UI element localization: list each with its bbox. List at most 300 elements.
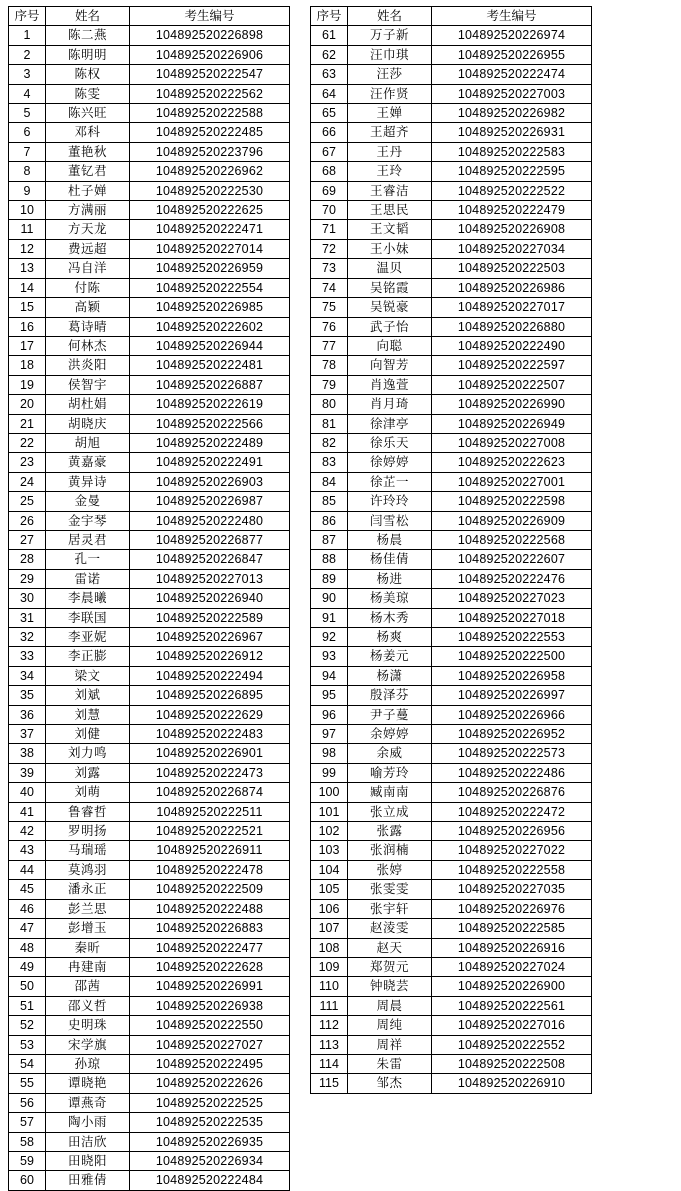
cell-index: 74 — [311, 278, 348, 297]
table-row — [9, 1074, 290, 1093]
table-header-row — [9, 7, 290, 26]
table-row — [311, 860, 592, 879]
table-row — [311, 938, 592, 957]
cell-name: 方满丽 — [46, 201, 130, 220]
cell-name: 李亚妮 — [46, 628, 130, 647]
cell-code: 104892520226987 — [130, 492, 290, 511]
table-row — [311, 822, 592, 841]
cell-index: 80 — [311, 395, 348, 414]
cell-code: 104892520226931 — [432, 123, 592, 142]
cell-index: 6 — [9, 123, 46, 142]
cell-index: 45 — [9, 880, 46, 899]
table-row — [311, 705, 592, 724]
cell-name: 史明珠 — [46, 1016, 130, 1035]
cell-index: 52 — [9, 1016, 46, 1035]
table-row — [9, 1093, 290, 1112]
cell-index: 36 — [9, 705, 46, 724]
cell-name: 肖逸萱 — [348, 375, 432, 394]
cell-name: 彭增玉 — [46, 919, 130, 938]
cell-name: 杨美琼 — [348, 589, 432, 608]
cell-name: 余威 — [348, 744, 432, 763]
table-row — [9, 317, 290, 336]
cell-index: 67 — [311, 142, 348, 161]
cell-code: 104892520227022 — [432, 841, 592, 860]
cell-index: 43 — [9, 841, 46, 860]
cell-code: 104892520222583 — [432, 142, 592, 161]
cell-name: 周祥 — [348, 1035, 432, 1054]
table-row — [9, 880, 290, 899]
table-row — [311, 65, 592, 84]
cell-code: 104892520226900 — [432, 977, 592, 996]
cell-name: 杨爽 — [348, 628, 432, 647]
cell-index: 85 — [311, 492, 348, 511]
cell-name: 谭晓艳 — [46, 1074, 130, 1093]
cell-name: 冯自洋 — [46, 259, 130, 278]
roster-table-left — [8, 6, 290, 1191]
cell-name: 刘萌 — [46, 783, 130, 802]
cell-index: 106 — [311, 899, 348, 918]
table-row — [9, 123, 290, 142]
cell-name: 马瑞瑶 — [46, 841, 130, 860]
table-row — [311, 181, 592, 200]
table-row — [311, 162, 592, 181]
table-row — [9, 395, 290, 414]
cell-name: 杨姜元 — [348, 647, 432, 666]
cell-name: 王婵 — [348, 104, 432, 123]
cell-code: 104892520222558 — [432, 860, 592, 879]
cell-name: 张宇轩 — [348, 899, 432, 918]
cell-index: 41 — [9, 802, 46, 821]
cell-index: 55 — [9, 1074, 46, 1093]
cell-code: 104892520222471 — [130, 220, 290, 239]
cell-name: 李晨曦 — [46, 589, 130, 608]
cell-name: 陈明明 — [46, 45, 130, 64]
cell-code: 104892520227014 — [130, 239, 290, 258]
table-row — [9, 375, 290, 394]
table-row — [9, 1171, 290, 1190]
cell-index: 95 — [311, 686, 348, 705]
table-row — [9, 763, 290, 782]
cell-code: 104892520222507 — [432, 375, 592, 394]
cell-code: 104892520222508 — [432, 1054, 592, 1073]
cell-name: 闫雪松 — [348, 511, 432, 530]
cell-code: 104892520226985 — [130, 298, 290, 317]
cell-name: 秦昕 — [46, 938, 130, 957]
cell-code: 104892520226956 — [432, 822, 592, 841]
table-row — [9, 201, 290, 220]
cell-name: 侯智宇 — [46, 375, 130, 394]
cell-index: 42 — [9, 822, 46, 841]
table-row — [311, 433, 592, 452]
cell-code: 104892520222566 — [130, 414, 290, 433]
cell-name: 肖月琦 — [348, 395, 432, 414]
cell-code: 104892520227018 — [432, 608, 592, 627]
cell-name: 雷诺 — [46, 569, 130, 588]
cell-name: 汪作贤 — [348, 84, 432, 103]
table-row — [9, 104, 290, 123]
table-row — [9, 239, 290, 258]
table-row — [9, 550, 290, 569]
table-row — [311, 201, 592, 220]
cell-name: 张婷 — [348, 860, 432, 879]
cell-code: 104892520227027 — [130, 1035, 290, 1054]
cell-index: 34 — [9, 666, 46, 685]
table-row — [311, 783, 592, 802]
table-row — [9, 666, 290, 685]
cell-code: 104892520226880 — [432, 317, 592, 336]
cell-name: 罗明扬 — [46, 822, 130, 841]
cell-index: 100 — [311, 783, 348, 802]
cell-name: 王超齐 — [348, 123, 432, 142]
cell-code: 104892520222553 — [432, 628, 592, 647]
cell-index: 37 — [9, 725, 46, 744]
cell-code: 104892520226912 — [130, 647, 290, 666]
table-row — [9, 608, 290, 627]
table-row — [9, 860, 290, 879]
column-header-name: 姓名 — [46, 7, 130, 26]
cell-name: 向智芳 — [348, 356, 432, 375]
table-row — [311, 919, 592, 938]
cell-name: 孔一 — [46, 550, 130, 569]
cell-name: 金曼 — [46, 492, 130, 511]
cell-name: 王丹 — [348, 142, 432, 161]
cell-index: 71 — [311, 220, 348, 239]
cell-index: 29 — [9, 569, 46, 588]
cell-name: 陈兴旺 — [46, 104, 130, 123]
table-row — [9, 511, 290, 530]
cell-index: 114 — [311, 1054, 348, 1073]
cell-index: 40 — [9, 783, 46, 802]
cell-name: 张润楠 — [348, 841, 432, 860]
cell-index: 28 — [9, 550, 46, 569]
cell-code: 104892520222568 — [432, 530, 592, 549]
table-row — [9, 647, 290, 666]
cell-name: 田晓阳 — [46, 1151, 130, 1170]
table-row — [9, 744, 290, 763]
cell-index: 24 — [9, 472, 46, 491]
cell-code: 104892520226940 — [130, 589, 290, 608]
cell-code: 104892520222562 — [130, 84, 290, 103]
table-row — [9, 841, 290, 860]
cell-index: 48 — [9, 938, 46, 957]
cell-name: 许玲玲 — [348, 492, 432, 511]
table-row — [311, 1035, 592, 1054]
cell-code: 104892520226982 — [432, 104, 592, 123]
cell-index: 27 — [9, 530, 46, 549]
cell-index: 5 — [9, 104, 46, 123]
table-row — [9, 938, 290, 957]
cell-name: 胡旭 — [46, 433, 130, 452]
column-header-index: 序号 — [9, 7, 46, 26]
cell-code: 104892520226949 — [432, 414, 592, 433]
table-row — [9, 725, 290, 744]
cell-name: 王小妹 — [348, 239, 432, 258]
table-row — [311, 26, 592, 45]
cell-code: 104892520226955 — [432, 45, 592, 64]
cell-code: 104892520222561 — [432, 996, 592, 1015]
cell-name: 彭兰思 — [46, 899, 130, 918]
column-header-name: 姓名 — [348, 7, 432, 26]
table-row — [9, 957, 290, 976]
table-row — [311, 802, 592, 821]
cell-index: 17 — [9, 336, 46, 355]
cell-index: 73 — [311, 259, 348, 278]
cell-code: 104892520226883 — [130, 919, 290, 938]
cell-code: 104892520222598 — [432, 492, 592, 511]
cell-code: 104892520222522 — [432, 181, 592, 200]
cell-code: 104892520226874 — [130, 783, 290, 802]
table-row — [311, 45, 592, 64]
cell-name: 赵天 — [348, 938, 432, 957]
cell-code: 104892520227001 — [432, 472, 592, 491]
cell-code: 104892520222535 — [130, 1113, 290, 1132]
cell-index: 112 — [311, 1016, 348, 1035]
cell-name: 宋学旗 — [46, 1035, 130, 1054]
cell-name: 汪莎 — [348, 65, 432, 84]
cell-name: 梁文 — [46, 666, 130, 685]
table-row — [311, 317, 592, 336]
cell-name: 杨进 — [348, 569, 432, 588]
cell-name: 周纯 — [348, 1016, 432, 1035]
cell-index: 77 — [311, 336, 348, 355]
cell-name: 黄嘉豪 — [46, 453, 130, 472]
cell-name: 刘力鸣 — [46, 744, 130, 763]
cell-code: 104892520226916 — [432, 938, 592, 957]
cell-name: 杨木秀 — [348, 608, 432, 627]
cell-index: 83 — [311, 453, 348, 472]
table-row — [311, 104, 592, 123]
cell-index: 19 — [9, 375, 46, 394]
cell-code: 104892520226938 — [130, 996, 290, 1015]
cell-name: 付陈 — [46, 278, 130, 297]
table-row — [9, 65, 290, 84]
cell-name: 余婷婷 — [348, 725, 432, 744]
cell-index: 84 — [311, 472, 348, 491]
cell-index: 15 — [9, 298, 46, 317]
cell-code: 104892520226911 — [130, 841, 290, 860]
table-row — [311, 220, 592, 239]
cell-index: 65 — [311, 104, 348, 123]
cell-name: 徐婷婷 — [348, 453, 432, 472]
cell-code: 104892520222490 — [432, 336, 592, 355]
table-row — [311, 142, 592, 161]
cell-index: 35 — [9, 686, 46, 705]
cell-index: 9 — [9, 181, 46, 200]
cell-name: 邵茜 — [46, 977, 130, 996]
table-row — [311, 259, 592, 278]
cell-index: 23 — [9, 453, 46, 472]
cell-code: 104892520226887 — [130, 375, 290, 394]
table-row — [311, 336, 592, 355]
cell-code: 104892520226962 — [130, 162, 290, 181]
cell-index: 49 — [9, 957, 46, 976]
table-row — [311, 841, 592, 860]
cell-code: 104892520222488 — [130, 899, 290, 918]
cell-code: 104892520222491 — [130, 453, 290, 472]
table-row — [9, 181, 290, 200]
cell-name: 张雯雯 — [348, 880, 432, 899]
cell-index: 110 — [311, 977, 348, 996]
cell-code: 104892520222595 — [432, 162, 592, 181]
cell-code: 104892520226906 — [130, 45, 290, 64]
cell-code: 104892520226974 — [432, 26, 592, 45]
cell-index: 58 — [9, 1132, 46, 1151]
table-row — [311, 608, 592, 627]
table-row — [9, 1132, 290, 1151]
cell-index: 78 — [311, 356, 348, 375]
cell-code: 104892520226990 — [432, 395, 592, 414]
cell-index: 109 — [311, 957, 348, 976]
table-row — [9, 142, 290, 161]
cell-name: 何林杰 — [46, 336, 130, 355]
cell-index: 79 — [311, 375, 348, 394]
cell-name: 胡杜娟 — [46, 395, 130, 414]
table-row — [311, 763, 592, 782]
cell-code: 104892520226847 — [130, 550, 290, 569]
cell-index: 94 — [311, 666, 348, 685]
cell-index: 44 — [9, 860, 46, 879]
cell-index: 25 — [9, 492, 46, 511]
cell-name: 赵淩雯 — [348, 919, 432, 938]
cell-index: 102 — [311, 822, 348, 841]
cell-name: 金宇琴 — [46, 511, 130, 530]
cell-index: 32 — [9, 628, 46, 647]
cell-code: 104892520222481 — [130, 356, 290, 375]
cell-index: 13 — [9, 259, 46, 278]
cell-name: 杨潇 — [348, 666, 432, 685]
cell-name: 费远超 — [46, 239, 130, 258]
cell-name: 董艳秋 — [46, 142, 130, 161]
cell-code: 104892520227008 — [432, 433, 592, 452]
table-row — [9, 472, 290, 491]
table-row — [9, 802, 290, 821]
cell-index: 113 — [311, 1035, 348, 1054]
table-row — [9, 1035, 290, 1054]
cell-name: 邓科 — [46, 123, 130, 142]
cell-name: 周晨 — [348, 996, 432, 1015]
cell-index: 111 — [311, 996, 348, 1015]
cell-name: 陈雯 — [46, 84, 130, 103]
cell-index: 76 — [311, 317, 348, 336]
cell-code: 104892520222521 — [130, 822, 290, 841]
table-row — [311, 511, 592, 530]
cell-code: 104892520226934 — [130, 1151, 290, 1170]
cell-index: 115 — [311, 1074, 348, 1093]
cell-code: 104892520227034 — [432, 239, 592, 258]
table-row — [9, 589, 290, 608]
table-row — [311, 550, 592, 569]
cell-index: 105 — [311, 880, 348, 899]
cell-index: 88 — [311, 550, 348, 569]
cell-index: 7 — [9, 142, 46, 161]
cell-name: 汪巾琪 — [348, 45, 432, 64]
table-row — [311, 1054, 592, 1073]
cell-code: 104892520227003 — [432, 84, 592, 103]
cell-name: 王思民 — [348, 201, 432, 220]
table-row — [311, 977, 592, 996]
table-row — [9, 84, 290, 103]
cell-name: 尹子蔓 — [348, 705, 432, 724]
cell-index: 54 — [9, 1054, 46, 1073]
cell-code: 104892520222625 — [130, 201, 290, 220]
cell-code: 104892520226903 — [130, 472, 290, 491]
cell-code: 104892520222473 — [130, 763, 290, 782]
cell-index: 89 — [311, 569, 348, 588]
cell-index: 90 — [311, 589, 348, 608]
cell-code: 104892520222623 — [432, 453, 592, 472]
cell-code: 104892520222480 — [130, 511, 290, 530]
table-row — [311, 239, 592, 258]
table-row — [9, 705, 290, 724]
cell-index: 104 — [311, 860, 348, 879]
cell-code: 104892520226958 — [432, 666, 592, 685]
cell-code: 104892520223796 — [130, 142, 290, 161]
cell-index: 63 — [311, 65, 348, 84]
table-row — [9, 783, 290, 802]
cell-name: 陈二燕 — [46, 26, 130, 45]
cell-index: 82 — [311, 433, 348, 452]
cell-index: 14 — [9, 278, 46, 297]
cell-code: 104892520226952 — [432, 725, 592, 744]
cell-index: 8 — [9, 162, 46, 181]
table-row — [9, 26, 290, 45]
cell-index: 39 — [9, 763, 46, 782]
cell-index: 98 — [311, 744, 348, 763]
cell-name: 方天龙 — [46, 220, 130, 239]
cell-name: 莫鸿羽 — [46, 860, 130, 879]
cell-index: 11 — [9, 220, 46, 239]
cell-index: 20 — [9, 395, 46, 414]
cell-index: 68 — [311, 162, 348, 181]
roster-body-left — [9, 26, 290, 1190]
cell-name: 刘健 — [46, 725, 130, 744]
cell-code: 104892520226910 — [432, 1074, 592, 1093]
cell-code: 104892520222479 — [432, 201, 592, 220]
cell-code: 104892520222573 — [432, 744, 592, 763]
cell-code: 104892520226967 — [130, 628, 290, 647]
cell-index: 87 — [311, 530, 348, 549]
cell-index: 108 — [311, 938, 348, 957]
cell-name: 田雅倩 — [46, 1171, 130, 1190]
table-row — [9, 259, 290, 278]
cell-index: 22 — [9, 433, 46, 452]
cell-index: 33 — [9, 647, 46, 666]
cell-index: 16 — [9, 317, 46, 336]
table-row — [9, 336, 290, 355]
cell-index: 99 — [311, 763, 348, 782]
cell-code: 104892520222494 — [130, 666, 290, 685]
table-row — [311, 84, 592, 103]
table-row — [9, 899, 290, 918]
cell-name: 钟晓芸 — [348, 977, 432, 996]
cell-index: 53 — [9, 1035, 46, 1054]
cell-index: 64 — [311, 84, 348, 103]
cell-index: 59 — [9, 1151, 46, 1170]
cell-code: 104892520222477 — [130, 938, 290, 957]
cell-index: 92 — [311, 628, 348, 647]
cell-name: 王玲 — [348, 162, 432, 181]
cell-index: 97 — [311, 725, 348, 744]
table-row — [311, 1074, 592, 1093]
cell-code: 104892520227017 — [432, 298, 592, 317]
table-row — [311, 123, 592, 142]
table-row — [9, 686, 290, 705]
cell-index: 61 — [311, 26, 348, 45]
cell-index: 10 — [9, 201, 46, 220]
cell-index: 26 — [9, 511, 46, 530]
cell-index: 30 — [9, 589, 46, 608]
cell-code: 104892520222619 — [130, 395, 290, 414]
